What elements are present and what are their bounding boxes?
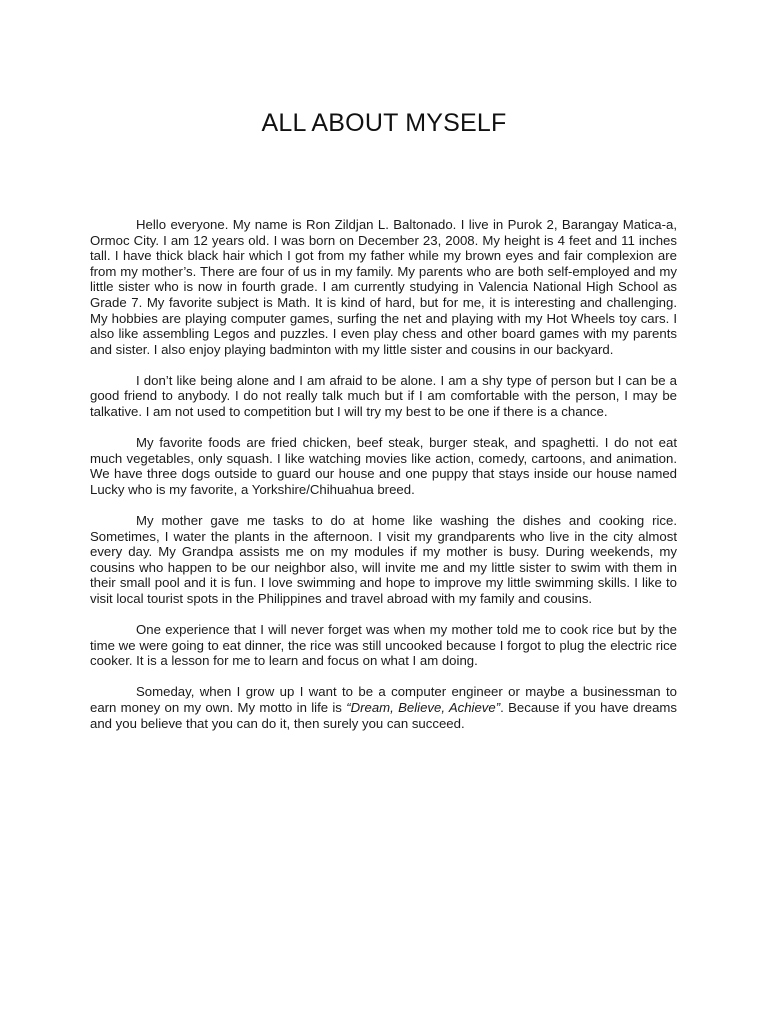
motto-text: “Dream, Believe, Achieve”: [346, 699, 501, 715]
paragraph-dreams: [90, 684, 677, 731]
page-title: ALL ABOUT MYSELF: [261, 109, 507, 137]
dreams-text-after: . Because if you have dreams and you believe that you can do it, then surely you can succeed.: [90, 699, 678, 731]
paragraph-intro: Hello everyone. My name is Ron Zildjan L. Baltonado. I live in Purok 2, Barangay Matica-a, Ormoc City. I am 12 years old. I was born on December 23, 2008. My height is 4 feet and 11 inches tall. I have thick black hair which I got from my father while my brown eyes and fair complexion are from my mother’s. There are four of us in my family. My parents who are both self-employed and my little sister who is now in fourth grade. I am currently studying in Valencia National High School as Grade 7. My favorite subject is Math. It is kind of hard, but for me, it is interesting and challenging. My hobbies are playing computer games, surfing the net and playing with my Hot Wheels toy cars. I also like assembling Legos and puzzles. I even play chess and other board games with my parents and sister. I also enjoy playing badminton with my little sister and cousins in our backyard.: [90, 217, 677, 357]
paragraph-personality: I don’t like being alone and I am afraid to be alone. I am a shy type of person but I can be a good friend to anybody. I do not really talk much but if I am comfortable with the person, I may be talkative. I am not used to competition but I will try my best to be one if there is a chance.: [90, 372, 677, 420]
paragraph-experience: One experience that I will never forget was when my mother told me to cook rice but by the time we were going to eat dinner, the rice was still uncooked because I forgot to plug the electric rice cooker. It is a lesson for me to learn and focus on what I am doing.: [90, 622, 677, 669]
dreams-text-before: Someday, when I grow up I want to be a computer engineer or maybe a businessman to earn money on my own. My motto in life is: [90, 684, 677, 715]
paragraph-tasks: My mother gave me tasks to do at home like washing the dishes and cooking rice. Sometimes, I water the plants in the afternoon. I visit my grandparents who live in the city almost every day. My Grandpa assists me on my modules if my mother is busy. During weekends, my cousins who happen to be our neighbor also, will invite me and my little sister to swim with them in their small pool and it is fun. I love swimming and hope to improve my little swimming skills. I like to visit local tourist spots in the Philippines and travel abroad with my family and cousins.: [90, 513, 677, 606]
document-body: [90, 217, 677, 731]
paragraph-favorites: My favorite foods are fried chicken, beef steak, burger steak, and spaghetti. I do not eat much vegetables, only squash. I like watching movies like action, comedy, cartoons, and animation. We have three dogs outside to guard our house and one puppy that stays inside our house named Lucky who is my favorite, a Yorkshire/Chihuahua breed.: [90, 435, 677, 497]
